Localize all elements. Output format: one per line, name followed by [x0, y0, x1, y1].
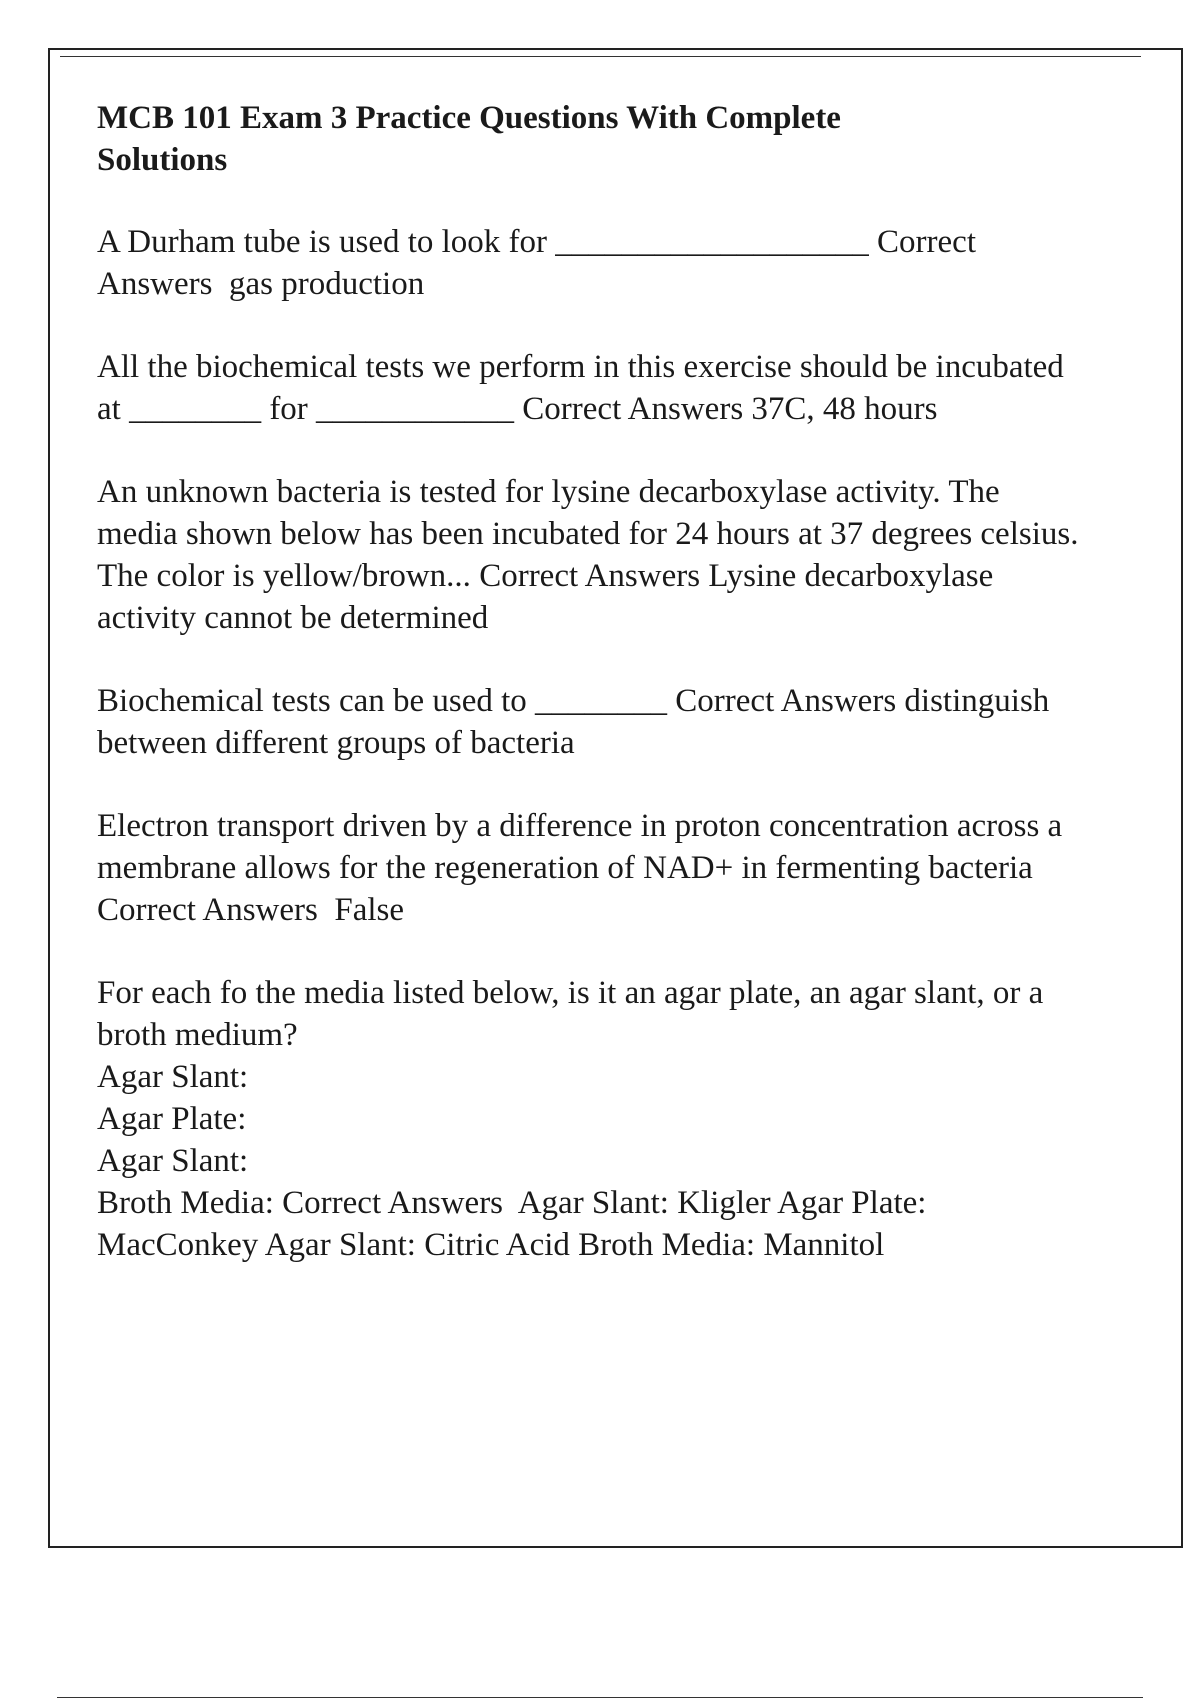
bottom-rule — [57, 1697, 1143, 1698]
question-text: An unknown bacteria is tested for lysine decarboxylase activity. The media shown below has been incubated for 24 hours at 37 degrees celsius. The color is yellow/brown... — [97, 474, 1079, 594]
answer-label: Correct Answers — [479, 558, 701, 594]
question-text: A Durham tube is used to look for ___________________ — [97, 224, 869, 260]
top-rule — [60, 56, 1141, 57]
answer-text: Agar Slant: Kligler Agar Plate: MacConkey Agar Slant: Citric Acid Broth Media: Mannitol — [97, 1185, 927, 1263]
answer-label: Correct Answers — [522, 391, 744, 427]
document-body — [97, 97, 1087, 1307]
question-text: All the biochemical tests we perform in this exercise should be incubated at ________ for ____________ — [97, 349, 1064, 427]
answer-label: Correct Answers — [97, 224, 976, 302]
answer-text: gas production — [228, 266, 425, 302]
qa-item — [97, 972, 1087, 1266]
qa-item — [97, 471, 1087, 639]
document-title: MCB 101 Exam 3 Practice Questions With Complete Solutions — [97, 100, 841, 178]
question-text: For each fo the media listed below, is it an agar plate, an agar slant, or a broth medium? — [97, 975, 1044, 1053]
answer-text: Lysine decarboxylase activity cannot be determined — [97, 558, 994, 636]
media-label: Agar Plate: — [97, 1101, 247, 1137]
media-label: Broth Media: — [97, 1185, 274, 1221]
qa-item — [97, 221, 1087, 305]
answer-text: 37C, 48 hours — [751, 391, 938, 427]
answer-label: Correct Answers — [675, 683, 897, 719]
answer-text: distinguish between different groups of bacteria — [97, 683, 1050, 761]
answer-label: Correct Answers — [97, 892, 318, 928]
answer-text: False — [334, 892, 405, 928]
media-label: Agar Slant: — [97, 1143, 249, 1179]
question-text: Electron transport driven by a difference in proton concentration across a membrane allows for the regeneration of NAD+ in fermenting bacteria — [97, 808, 1063, 886]
answer-label: Correct Answers — [282, 1185, 504, 1221]
qa-item — [97, 346, 1087, 430]
question-text: Biochemical tests can be used to ________ — [97, 683, 668, 719]
media-label: Agar Slant: — [97, 1059, 249, 1095]
qa-item — [97, 805, 1087, 931]
qa-item — [97, 680, 1087, 764]
